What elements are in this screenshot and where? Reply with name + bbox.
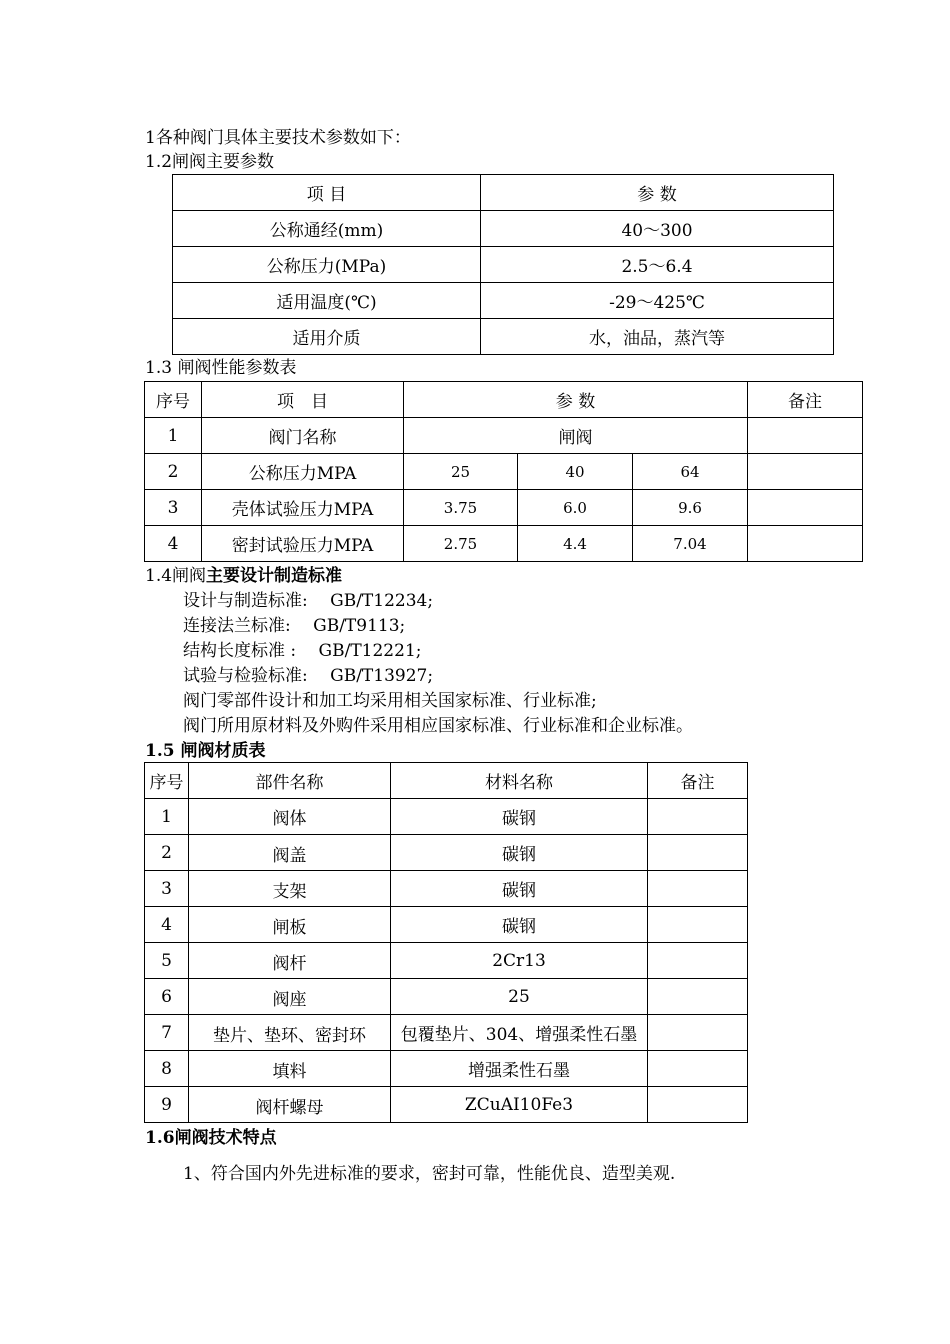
- table-cell: 8: [145, 1051, 189, 1087]
- table-cell: [648, 1087, 748, 1123]
- table-cell: 公称通经(mm): [173, 211, 481, 247]
- table-cell: 2.5～6.4: [481, 247, 834, 283]
- table-cell: 40: [518, 454, 633, 490]
- table-row: [145, 1051, 748, 1087]
- table-row: [173, 283, 834, 319]
- table-row: [145, 979, 748, 1015]
- table-cell: 包覆垫片、304、增强柔性石墨: [391, 1015, 648, 1051]
- table-cell: 公称压力(MPa): [173, 247, 481, 283]
- table-cell: 4: [145, 526, 202, 562]
- table-row: [145, 943, 748, 979]
- table-cell: 64: [633, 454, 748, 490]
- section-1-2-title: 1.2闸阀主要参数: [145, 152, 275, 172]
- feature-line: 1、符合国内外先进标准的要求，密封可靠，性能优良、造型美观.: [183, 1164, 676, 1184]
- table-cell: 碳钢: [391, 871, 648, 907]
- table-cell: [648, 835, 748, 871]
- table-row: [145, 418, 863, 454]
- standard-line: 试验与检验标准: GB/T13927;: [183, 666, 434, 686]
- table-cell: [648, 979, 748, 1015]
- table-cell: [648, 1051, 748, 1087]
- table-cell: 2: [145, 835, 189, 871]
- table-row: [145, 871, 748, 907]
- table-cell: [648, 1015, 748, 1051]
- table-cell: 公称压力MPA: [202, 454, 404, 490]
- section-1-5-title: 1.5 闸阀材质表: [145, 741, 266, 761]
- section-1-4-title: [145, 564, 342, 588]
- table-cell: [648, 871, 748, 907]
- table-cell: 壳体试验压力MPA: [202, 490, 404, 526]
- table-row: [173, 211, 834, 247]
- table-cell: 闸板: [189, 907, 391, 943]
- standard-line: 连接法兰标准: GB/T9113;: [183, 616, 406, 636]
- table-cell: [748, 490, 863, 526]
- table-row: [145, 1087, 748, 1123]
- gate-valve-main-params-table: [172, 174, 834, 355]
- document-heading: 1各种阀门具体主要技术参数如下：: [145, 128, 411, 148]
- header-cell: 参 数: [481, 175, 834, 211]
- section-1-4-title-bold: 主要设计制造标准: [206, 566, 343, 586]
- header-cell: 项 目: [202, 382, 404, 418]
- header-cell: 序号: [145, 382, 202, 418]
- table-cell: 增强柔性石墨: [391, 1051, 648, 1087]
- table-row: [145, 907, 748, 943]
- gate-valve-performance-table: [144, 381, 863, 562]
- table-row: [145, 835, 748, 871]
- table-cell: 阀杆螺母: [189, 1087, 391, 1123]
- table-cell: 3.75: [404, 490, 518, 526]
- table-cell: 6: [145, 979, 189, 1015]
- table-row: [145, 490, 863, 526]
- header-cell: 材料名称: [391, 763, 648, 799]
- table-cell: 碳钢: [391, 907, 648, 943]
- table-cell: 阀座: [189, 979, 391, 1015]
- table-cell: 40～300: [481, 211, 834, 247]
- table-cell: 碳钢: [391, 799, 648, 835]
- table-row: [145, 1015, 748, 1051]
- table-cell: 阀杆: [189, 943, 391, 979]
- table-row: [145, 799, 748, 835]
- table-cell: 4.4: [518, 526, 633, 562]
- table-cell: 1: [145, 799, 189, 835]
- table-cell: 2: [145, 454, 202, 490]
- table-cell: 1: [145, 418, 202, 454]
- section-1-4-title-prefix: 1.4闸阀: [145, 566, 207, 586]
- table-cell: [748, 418, 863, 454]
- table-cell: [748, 526, 863, 562]
- table-cell: 25: [404, 454, 518, 490]
- table-cell: 2.75: [404, 526, 518, 562]
- table-cell: 25: [391, 979, 648, 1015]
- gate-valve-material-table: [144, 762, 748, 1123]
- table-row: [145, 526, 863, 562]
- table-row: [145, 454, 863, 490]
- table-cell: 阀盖: [189, 835, 391, 871]
- standard-line: 设计与制造标准: GB/T12234;: [183, 591, 434, 611]
- table-cell: 填料: [189, 1051, 391, 1087]
- table-cell: -29～425℃: [481, 283, 834, 319]
- table-cell: [648, 907, 748, 943]
- table-cell: 适用介质: [173, 319, 481, 355]
- standard-line: 阀门零部件设计和加工均采用相关国家标准、行业标准;: [183, 691, 597, 711]
- table-cell: 阀门名称: [202, 418, 404, 454]
- table-cell: 2Cr13: [391, 943, 648, 979]
- standard-line: 结构长度标准 : GB/T12221;: [183, 641, 422, 661]
- table-cell: 碳钢: [391, 835, 648, 871]
- header-cell: 项 目: [173, 175, 481, 211]
- table-row: [173, 247, 834, 283]
- table-cell: ZCuAI10Fe3: [391, 1087, 648, 1123]
- table-cell: 9.6: [633, 490, 748, 526]
- table-cell: 9: [145, 1087, 189, 1123]
- header-cell: 备注: [648, 763, 748, 799]
- table-cell: 5: [145, 943, 189, 979]
- header-cell: 参 数: [404, 382, 748, 418]
- table-cell: 垫片、垫环、密封环: [189, 1015, 391, 1051]
- table-cell: 闸阀: [404, 418, 748, 454]
- header-cell: 序号: [145, 763, 189, 799]
- table-cell: 水，油品，蒸汽等: [481, 319, 834, 355]
- section-1-6-title: 1.6闸阀技术特点: [145, 1128, 277, 1148]
- table-cell: 3: [145, 871, 189, 907]
- standard-line: 阀门所用原材料及外购件采用相应国家标准、行业标准和企业标准。: [183, 716, 693, 736]
- section-1-3-title: 1.3 闸阀性能参数表: [145, 358, 297, 378]
- table-cell: [648, 799, 748, 835]
- table-cell: [648, 943, 748, 979]
- table-cell: [748, 454, 863, 490]
- table-cell: 6.0: [518, 490, 633, 526]
- table-cell: 阀体: [189, 799, 391, 835]
- header-cell: 部件名称: [189, 763, 391, 799]
- table-cell: 适用温度(℃): [173, 283, 481, 319]
- table-row: [173, 319, 834, 355]
- table-cell: 3: [145, 490, 202, 526]
- table-cell: 支架: [189, 871, 391, 907]
- header-cell: 备注: [748, 382, 863, 418]
- table-cell: 4: [145, 907, 189, 943]
- table-cell: 7: [145, 1015, 189, 1051]
- table-cell: 密封试验压力MPA: [202, 526, 404, 562]
- table-cell: 7.04: [633, 526, 748, 562]
